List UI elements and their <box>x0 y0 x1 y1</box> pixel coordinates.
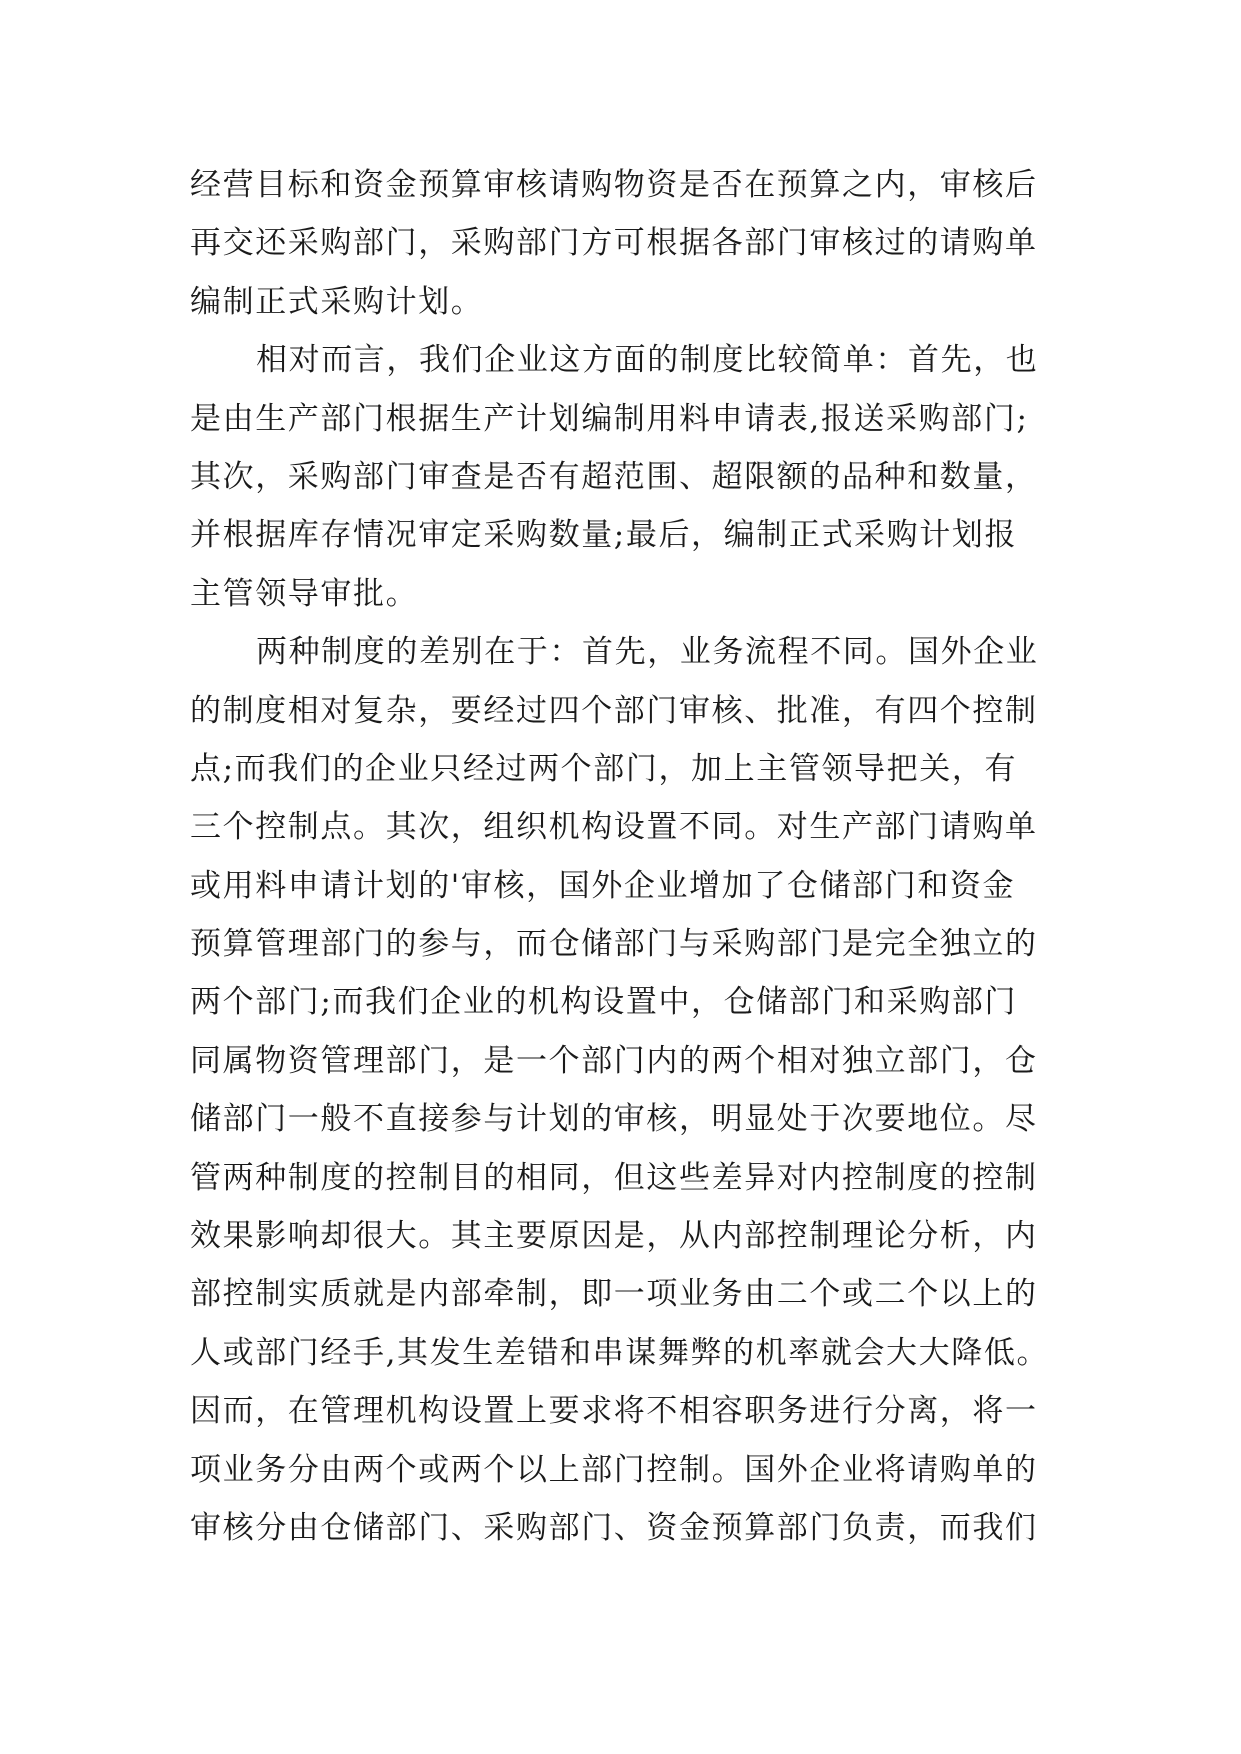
text-line: 经营目标和资金预算审核请购物资是否在预算之内，审核后 <box>190 167 1038 203</box>
text-line: 审核分由仓储部门、采购部门、资金预算部门负责，而我们 <box>190 1509 1038 1546</box>
text-line: 部控制实质就是内部牵制，即一项业务由二个或二个以上的 <box>190 1276 1038 1313</box>
text-line: 预算管理部门的参与，而仓储部门与采购部门是完全独立的 <box>190 926 1038 963</box>
text-line: 再交还采购部门，采购部门方可根据各部门审核过的请购单 <box>190 225 1038 262</box>
text-line: 主管领导审批。 <box>190 575 419 612</box>
text-line: 管两种制度的控制目的相同，但这些差异对内控制度的控制 <box>190 1159 1038 1196</box>
text-line: 编制正式采购计划。 <box>190 283 484 320</box>
text-line: 两个部门;而我们企业的机构设置中，仓储部门和采购部门 <box>190 984 1018 1021</box>
paragraph-start-line: 两种制度的差别在于：首先，业务流程不同。国外企业 <box>256 634 1039 671</box>
text-line: 因而，在管理机构设置上要求将不相容职务进行分离，将一 <box>190 1393 1038 1430</box>
text-line: 或用料申请计划的'审核，国外企业增加了仓储部门和资金 <box>190 867 1016 904</box>
text-line: 项业务分由两个或两个以上部门控制。国外企业将请购单的 <box>190 1451 1038 1488</box>
text-line: 并根据库存情况审定采购数量;最后，编制正式采购计划报 <box>190 517 1018 554</box>
text-line: 效果影响却很大。其主要原因是，从内部控制理论分析，内 <box>190 1218 1038 1255</box>
text-line: 储部门一般不直接参与计划的审核，明显处于次要地位。尽 <box>190 1101 1038 1138</box>
text-line: 人或部门经手,其发生差错和串谋舞弊的机率就会大大降低。 <box>190 1334 1050 1371</box>
paragraph-start-line: 相对而言，我们企业这方面的制度比较简单：首先，也 <box>256 342 1039 379</box>
text-line: 点;而我们的企业只经过两个部门，加上主管领导把关，有 <box>190 750 1018 787</box>
body-text <box>190 156 1050 1557</box>
text-line: 的制度相对复杂，要经过四个部门审核、批准，有四个控制 <box>190 692 1038 729</box>
text-line: 其次，采购部门审查是否有超范围、超限额的品种和数量， <box>190 458 1038 495</box>
text-line: 同属物资管理部门，是一个部门内的两个相对独立部门，仓 <box>190 1042 1038 1079</box>
text-line: 是由生产部门根据生产计划编制用料申请表,报送采购部门; <box>190 400 1029 437</box>
text-line: 三个控制点。其次，组织机构设置不同。对生产部门请购单 <box>190 809 1038 846</box>
